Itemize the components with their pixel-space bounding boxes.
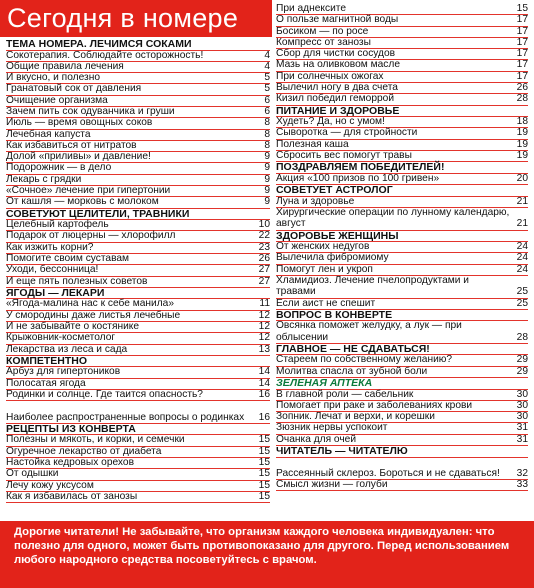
entry-page-number: 27 [258, 275, 270, 287]
entry-page-number: 12 [258, 309, 270, 321]
entry-title: От одышки [6, 468, 59, 480]
entry-title: От женских недугов [276, 241, 370, 253]
entry-page-number: 26 [258, 253, 270, 265]
entry-title: Полезны и мякоть, и корки, и семечки [6, 434, 185, 446]
entry-title: Лекарь с грядки [6, 173, 82, 185]
entry-title: Лекарства из леса и сада [6, 343, 128, 355]
entry-title: Настойка кедровых орехов [6, 457, 134, 468]
entry-page-number: 24 [516, 241, 528, 253]
entry-title: Крыжовник-косметолог [6, 332, 116, 344]
entry-page-number: 4 [264, 60, 270, 72]
contents-entry [6, 401, 270, 424]
entry-page-number: 6 [264, 94, 270, 106]
entry-title: Июль — время овощных соков [6, 117, 153, 129]
entry-title: Подорожник — в дело [6, 162, 112, 174]
section-heading: СОВЕТУЕТ АСТРОЛОГ [276, 185, 528, 197]
entry-page-number: 32 [516, 467, 528, 479]
entry-page-number: 24 [516, 263, 528, 275]
entry-page-number: 9 [264, 151, 270, 163]
entry-title: Как изжить корни? [6, 241, 94, 253]
entry-title: Кизил победил геморрой [276, 93, 395, 105]
entry-page-number: 29 [516, 365, 528, 377]
entry-title: Подарок от люцерны — хлорофилл [6, 230, 176, 242]
entry-page-number: 5 [264, 83, 270, 95]
entry-page-number: 33 [516, 479, 528, 491]
page-title: Сегодня в номере [7, 3, 239, 33]
entry-page-number: 8 [264, 117, 270, 129]
section-heading: ГЛАВНОЕ — НЕ СДАВАТЬСЯ! [276, 344, 528, 356]
entry-page-number: 12 [258, 332, 270, 344]
entry-title: Вылечила фибромиому [276, 252, 389, 264]
contents-entry [276, 458, 528, 481]
entry-title: Родинки и солнце. Где таится опасность? [6, 389, 203, 401]
entry-page-number: 6 [264, 105, 270, 117]
page-title-banner [0, 0, 272, 37]
contents-left-column [6, 39, 270, 503]
entry-title: Вылечил ногу в два счета [276, 82, 398, 94]
entry-title: При солнечных ожогах [276, 70, 384, 82]
entry-title: И не забывайте о костянике [6, 321, 140, 333]
entry-title: Помогает при раке и заболеваниях крови [276, 399, 473, 411]
entry-page-number: 20 [516, 172, 528, 184]
entry-title: Наиболее распространенные вопросы о родинках [6, 411, 245, 423]
entry-page-number: 29 [516, 354, 528, 366]
section-heading: ЗЕЛЕНАЯ АПТЕКА [276, 378, 528, 390]
entry-page-number: 14 [258, 377, 270, 389]
entry-page-number: 26 [516, 82, 528, 94]
entry-title: Стареем по собственному желанию? [276, 354, 453, 366]
entry-page-number: 18 [516, 116, 528, 128]
entry-page-number: 9 [264, 173, 270, 185]
entry-page-number: 30 [516, 411, 528, 423]
entry-page-number: 11 [259, 298, 270, 310]
entry-page-number: 19 [516, 127, 528, 139]
entry-title: Зопник. Лечат и верхи, и корешки [276, 411, 435, 423]
entry-page-number: 15 [258, 468, 270, 480]
entry-page-number: 19 [516, 138, 528, 150]
entry-title: Очищение организма [6, 94, 108, 106]
section-heading: РЕЦЕПТЫ ИЗ КОНВЕРТА [6, 424, 270, 436]
entry-page-number: 15 [258, 445, 270, 457]
entry-page-number: 31 [516, 422, 528, 434]
entry-title: Лечебная капуста [6, 128, 91, 140]
entry-title: Общие правила лечения [6, 60, 124, 72]
contents-entry [276, 321, 528, 344]
reader-notice-text: Дорогие читатели! Не забывайте, что организм каждого человека индивидуален: что полезно для одного, может быть противопоказано для другого. Перед использованием любого народного средства посоветуйтесь с врачом. [14, 526, 510, 566]
entry-title: Уходи, бессонница! [6, 264, 99, 276]
entry-page-number: 23 [258, 241, 270, 253]
entry-page-number: 17 [516, 48, 528, 60]
section-heading: ПИТАНИЕ И ЗДОРОВЬЕ [276, 106, 528, 118]
entry-title: Целебный картофель [6, 219, 109, 231]
entry-page-number: 19 [516, 150, 528, 162]
entry-page-number: 9 [264, 185, 270, 197]
entry-title: Худеть? Да, но с умом! [276, 116, 385, 128]
entry-title: Сыворотка — для стройности [276, 127, 418, 139]
section-heading: ЯГОДЫ — ЛЕКАРИ [6, 288, 270, 300]
entry-title: Сбор для чистки сосудов [276, 48, 396, 60]
entry-page-number: 14 [258, 366, 270, 378]
entry-page-number: 17 [516, 25, 528, 37]
contents-entry [276, 94, 528, 105]
entry-title: И вкусно, и полезно [6, 72, 100, 84]
contents-right-column [276, 4, 528, 491]
entry-page-number: 4 [264, 49, 270, 61]
entry-page-number: 13 [258, 343, 270, 355]
contents-entry [276, 276, 528, 299]
entry-page-number: 27 [258, 264, 270, 276]
entry-title: Очанка для очей [276, 433, 357, 445]
entry-page-number: 8 [264, 128, 270, 140]
entry-page-number: 30 [516, 388, 528, 400]
section-heading: ЗДОРОВЬЕ ЖЕНЩИНЫ [276, 231, 528, 243]
entry-title: В главной роли — сабельник [276, 388, 414, 400]
entry-page-number: 10 [258, 219, 270, 231]
entry-title: От кашля — морковь с молоком [6, 196, 159, 208]
entry-page-number: 9 [264, 196, 270, 208]
contents-entry [276, 208, 528, 231]
entry-page-number: 25 [516, 297, 528, 309]
contents-entry [6, 492, 270, 503]
entry-title: Полезная каша [276, 138, 349, 150]
entry-title: Зачем пить сок одуванчика и груши [6, 105, 175, 117]
entry-page-number: 17 [516, 14, 528, 26]
entry-title: Зюзник нервы успокоит [276, 422, 388, 434]
entry-page-number: 25 [516, 286, 528, 298]
entry-page-number: 30 [516, 399, 528, 411]
entry-page-number: 16 [258, 411, 270, 423]
entry-page-number: 31 [516, 433, 528, 445]
entry-title: Рассеянный склероз. Бороться и не сдаваться! [276, 467, 500, 479]
entry-title: Как я избавилась от занозы [6, 490, 138, 502]
entry-page-number: 28 [516, 331, 528, 343]
entry-title: Помогите своим суставам [6, 253, 130, 265]
entry-page-number: 15 [258, 490, 270, 502]
entry-title: «Сочное» лечение при гипертонии [6, 185, 171, 197]
entry-page-number: 17 [516, 70, 528, 82]
section-heading: СОВЕТУЮТ ЦЕЛИТЕЛИ, ТРАВНИКИ [6, 209, 270, 221]
entry-page-number: 21 [516, 195, 528, 207]
entry-page-number: 28 [516, 93, 528, 105]
section-heading: ПОЗДРАВЛЯЕМ ПОБЕДИТЕЛЕЙ! [276, 162, 528, 174]
entry-title: Гранатовый сок от давления [6, 83, 142, 95]
entry-page-number: 15 [258, 457, 270, 468]
entry-title: Если аист не спешит [276, 297, 376, 309]
entry-page-number: 8 [264, 139, 270, 151]
entry-title: Полосатая ягода [6, 377, 86, 389]
entry-title: Хирургические операции по лунному календарю, август [276, 206, 510, 230]
entry-title: Босиком — по росе [276, 25, 369, 37]
entry-title: О пользе магнитной воды [276, 14, 399, 26]
entry-title: Овсянка поможет желудку, а лук — при облысении [276, 320, 462, 343]
section-heading: ТЕМА НОМЕРА. ЛЕЧИМСЯ СОКАМИ [6, 39, 270, 51]
entry-title: Смысл жизни — голуби [276, 479, 388, 491]
entry-title: Акция «100 призов по 100 гривен» [276, 172, 440, 184]
entry-page-number: 17 [516, 59, 528, 71]
entry-title: Молитва спасла от зубной боли [276, 365, 428, 377]
entry-page-number: 16 [258, 389, 270, 401]
entry-title: Помогут лен и укроп [276, 263, 373, 275]
entry-page-number: 5 [264, 72, 270, 84]
contents-entry [6, 197, 270, 208]
entry-title: Мазь на оливковом масле [276, 59, 400, 71]
section-heading: ЧИТАТЕЛЬ — ЧИТАТЕЛЮ [276, 446, 528, 458]
entry-page-number: 15 [516, 3, 528, 14]
entry-title: Луна и здоровье [276, 195, 355, 207]
section-heading: КОМПЕТЕНТНО [6, 356, 270, 368]
entry-title: Сокотерапия. Соблюдайте осторожность! [6, 49, 204, 61]
entry-title: Долой «приливы» и давление! [6, 151, 151, 163]
section-heading: ВОПРОС В КОНВЕРТЕ [276, 310, 528, 322]
entry-title: У смородины даже листья лечебные [6, 309, 181, 321]
entry-title: Лечу кожу уксусом [6, 479, 94, 491]
entry-title: Как избавиться от нитратов [6, 139, 137, 151]
entry-page-number: 24 [516, 252, 528, 264]
reader-notice-banner [0, 521, 534, 588]
entry-page-number: 12 [258, 321, 270, 333]
entry-title: Арбуз для гипертоников [6, 366, 121, 378]
entry-page-number: 22 [258, 230, 270, 242]
entry-page-number: 9 [264, 162, 270, 174]
entry-title: «Ягода-малина нас к себе манила» [6, 298, 175, 310]
entry-title: Огуречное лекарство от диабета [6, 445, 162, 457]
entry-title: Сбросить вес помогут травы [276, 150, 412, 162]
entry-title: Хламидиоз. Лечение пчелопродуктами и травами [276, 274, 469, 298]
entry-title: Компресс от занозы [276, 36, 371, 48]
contents-entry [276, 480, 528, 491]
entry-title: При аднексите [276, 3, 346, 14]
entry-page-number: 15 [258, 479, 270, 491]
entry-page-number: 15 [258, 434, 270, 446]
entry-title: И еще пять полезных советов [6, 275, 148, 287]
contents-entry [6, 390, 270, 401]
entry-page-number: 21 [516, 218, 528, 230]
entry-page-number: 17 [516, 36, 528, 48]
